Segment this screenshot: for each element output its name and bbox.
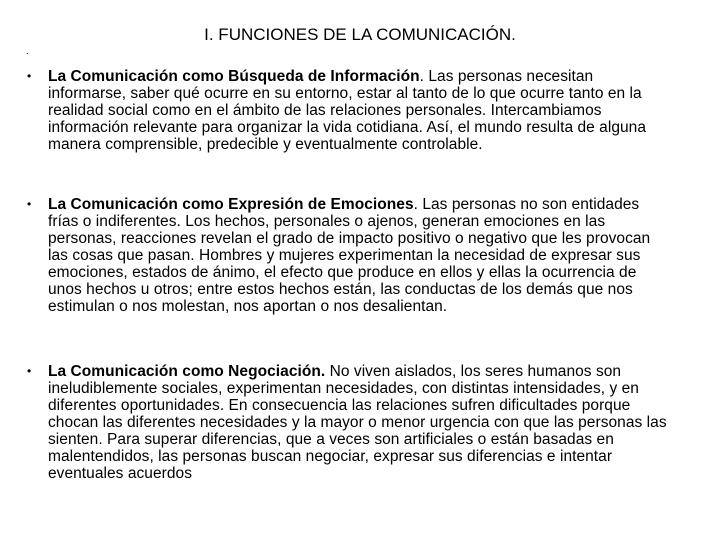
bullet-icon: • xyxy=(27,197,32,211)
bullet-heading: La Comunicación como Expresión de Emociones xyxy=(48,196,414,213)
bullet-text: No viven aislados, los seres humanos son ineludiblemente sociales, experimentan necesidades, con distintas intensidades, y en diferentes oportunidades. En consecuencia las relaciones sufren dificultades porque chocan las diferentes necesidades y la mayor o menor urgencia con que las personas las sienten. Para superar diferencias, que a veces son artificiales o están basadas en malentendidos, las personas buscan negociar, expresar sus diferencias e intentar eventuales acuerdos xyxy=(48,363,667,482)
bullet-item-expresion-emociones xyxy=(27,196,668,315)
bullet-text: . Las personas no son entidades frías o indiferentes. Los hechos, personales o ajenos, generan emociones en las personas, reacciones revelan el grado de impacto positivo o negativo que les provocan las cosas que pasan. Hombres y mujeres experimentan la necesidad de expresar sus emociones, estados de ánimo, el efecto que produce en ellos y ellas la ocurrencia de unos hechos u otros; entre estos hechos están, las conductas de los demás que nos estimulan o nos molestan, nos aportan o nos desalientan. xyxy=(48,196,651,315)
bullet-heading: La Comunicación como Búsqueda de Información xyxy=(48,68,420,85)
bullet-text: . Las personas necesitan informarse, saber qué ocurre en su entorno, estar al tanto de lo que ocurre tanto en la realidad social como en el ámbito de las relaciones personales. Intercambiamos información relevante para organizar la vida cotidiana. Así, el mundo resulta de alguna manera comprensible, predecible y eventualmente controlable. xyxy=(48,68,647,153)
stray-mark: . xyxy=(26,46,29,56)
bullet-icon: • xyxy=(27,364,32,378)
bullet-heading: La Comunicación como Negociación. xyxy=(48,363,326,380)
bullet-item-busqueda-informacion xyxy=(27,68,668,153)
bullet-item-negociacion xyxy=(27,363,668,482)
slide-title: I. FUNCIONES DE LA COMUNICACIÓN. xyxy=(204,25,516,44)
bullet-icon: • xyxy=(27,69,32,83)
